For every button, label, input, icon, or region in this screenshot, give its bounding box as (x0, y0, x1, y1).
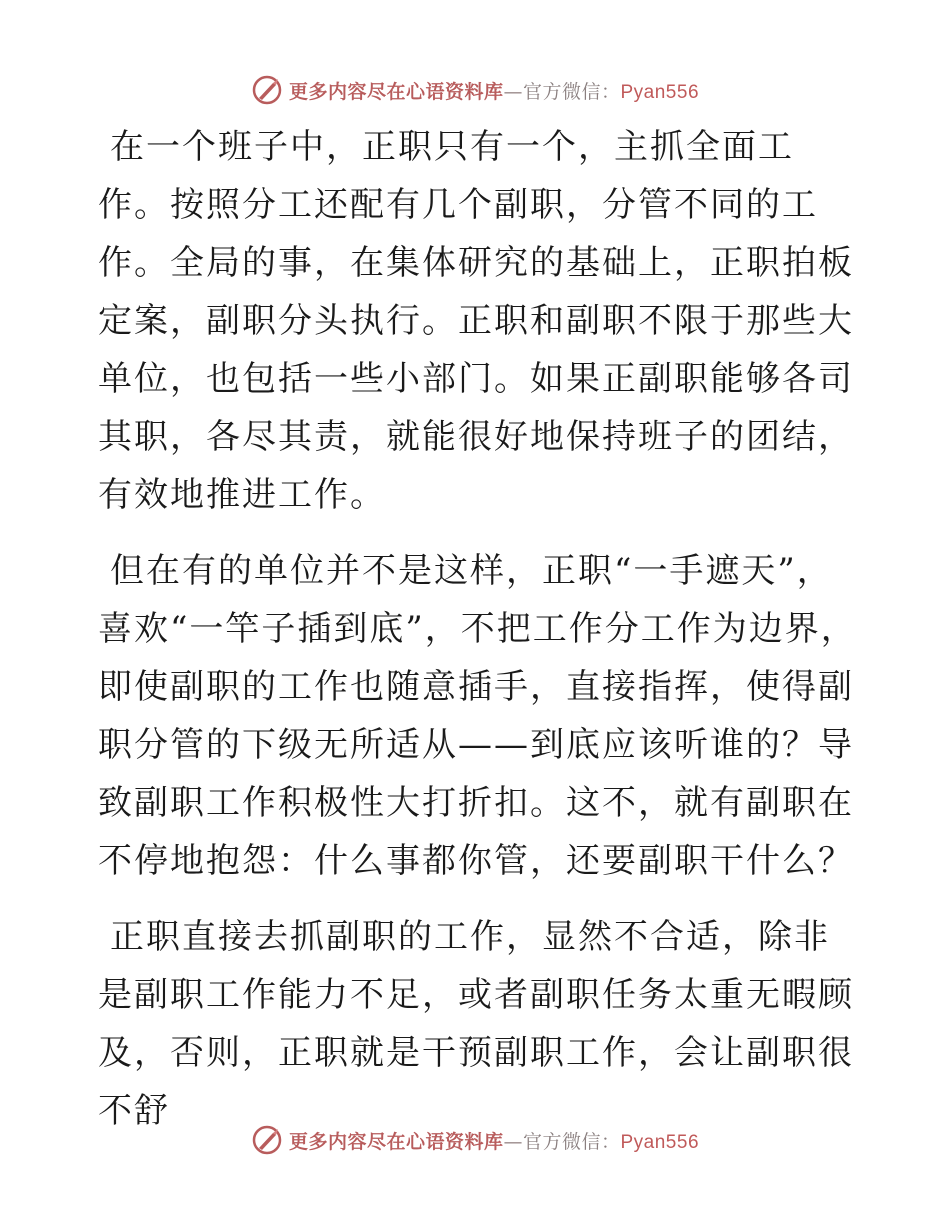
document-body (98, 118, 858, 1158)
paragraph-3: 正职直接去抓副职的工作，显然不合适，除非是副职工作能力不足，或者副职任务太重无暇顾及，否则，正职就是干预副职工作，会让副职很不舒 (98, 917, 854, 1131)
header-separator: — (503, 80, 523, 103)
header-wechat-id: Pyan556 (620, 81, 700, 103)
paragraph-2: 但在有的单位并不是这样，正职“一手遮天”，喜欢“一竿子插到底”，不把工作分工作为边界，即使副职的工作也随意插手，直接指挥，使得副职分管的下级无所适从——到底应该听谁的？导致副职工作积极性大打折扣。这不，就有副职在不停地抱怨：什么事都你管，还要副职干什么？ (98, 551, 857, 881)
footer-banner (0, 1120, 950, 1160)
header-banner (0, 70, 950, 110)
footer-separator: — (503, 1130, 523, 1153)
header-brand: 更多内容尽在心语资料库 (288, 80, 504, 103)
footer-wechat-id: Pyan556 (620, 1131, 700, 1153)
footer-banner-text (289, 1127, 699, 1154)
quill-logo-icon (251, 1124, 283, 1156)
footer-brand: 更多内容尽在心语资料库 (288, 1130, 504, 1153)
header-wechat-label: 官方微信： (522, 80, 621, 103)
header-banner-text (289, 77, 699, 104)
footer-wechat-label: 官方微信： (522, 1130, 621, 1153)
quill-logo-icon (251, 74, 283, 106)
paragraph-1: 在一个班子中，正职只有一个，主抓全面工作。按照分工还配有几个副职，分管不同的工作。全局的事，在集体研究的基础上，正职拍板定案，副职分头执行。正职和副职不限于那些大单位，也包括一些小部门。如果正副职能够各司其职，各尽其责，就能很好地保持班子的团结，有效地推进工作。 (98, 127, 854, 515)
